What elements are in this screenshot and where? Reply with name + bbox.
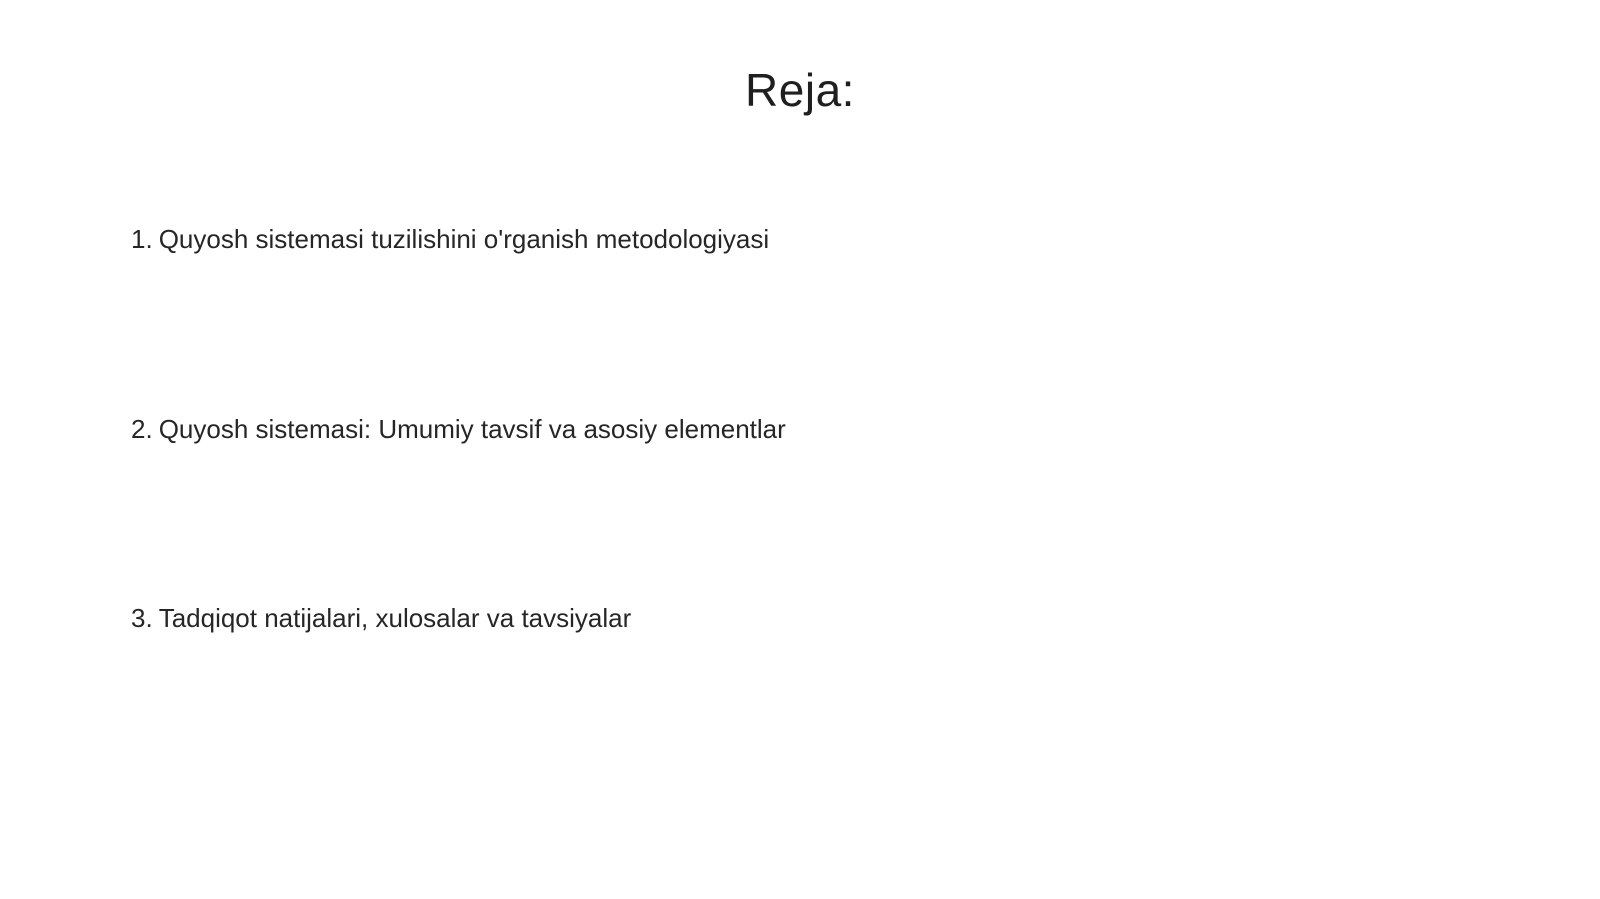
plan-item-number: 3. [131, 603, 153, 633]
plan-item-text: Tadqiqot natijalari, xulosalar va tavsiyalar [158, 603, 632, 633]
plan-item-3 [131, 601, 631, 635]
plan-item-2 [131, 412, 786, 446]
plan-item-1 [131, 222, 769, 256]
slide-title: Reja: [745, 64, 855, 116]
plan-item-text: Quyosh sistemasi: Umumiy tavsif va asosiy elementlar [158, 414, 786, 444]
plan-item-text: Quyosh sistemasi tuzilishini o'rganish metodologiyasi [158, 224, 770, 254]
plan-item-number: 1. [131, 224, 153, 254]
plan-item-number: 2. [131, 414, 153, 444]
